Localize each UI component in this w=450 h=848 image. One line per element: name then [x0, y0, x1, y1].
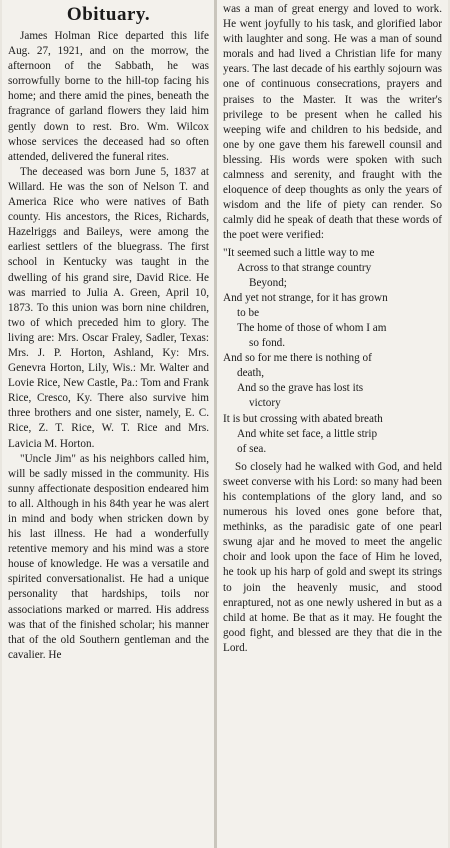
poem-line: And white set face, a little strip — [237, 427, 378, 440]
left-column — [2, 0, 214, 848]
poem-line: And yet not strange, for it has grown — [223, 291, 388, 304]
poem-line: to be — [237, 306, 260, 319]
paragraph-burial: James Holman Rice departed this life Aug. 27, 1921, and on the morrow, the afternoon of the Sabbath, he was sorrowfully borne to the hill-top facing his home; and there amid the pines, beneath the fragrance of garland flowers they laid him gently down to rest. Bro. Wm. Wilcox whose services the deceased had so often attended, delivered the funeral rites. — [8, 30, 209, 163]
poem-line: of sea. — [237, 442, 267, 455]
poem-line: Beyond; — [249, 276, 287, 289]
poem-line: And so for me there is nothing of — [223, 352, 372, 365]
paragraph-biography: The deceased was born June 5, 1837 at Willard. He was the son of Nelson T. and America Rice who were natives of Bath county. His ancestors, the Rices, Richards, Hazelriggs and Baileys, were among the earliest settlers of the bluegrass. The first school in Kentucky was taught in the dwelling of his grand sire, David Rice. He was married to Julia A. Green, April 10, 1873. To this union was born nine children, two of which preceded him to glory. The living are: Mrs. Oscar Fraley, Sadler, Texas: Mrs. J. P. Horton, Ashland, Ky: Mrs. Genevra Horton, Lily, Wis.: Mr. Walter and Lovie Rice, New Castle, Pa.: Tom and Frank Rice, Cresco, Ky. There also survive him three brothers and one sister, namely, E. C. Rice, Z. T. Rice, W. T. Rice and Mrs. Lavicia M. Horton. — [8, 165, 209, 450]
obituary-title: Obituary. — [66, 4, 151, 25]
paragraph-character-continued: was a man of great energy and loved to work. He went joyfully to his task, and glorified labor with laughter and song. He was a man of sound morals and had lived a Christian life for many years. The last decade of his earthly sojourn was one of continuous consecrations, prayers and praises to the Master. It was the writer's privilege to be present when he called his weeping wife and children to his bedside, and one by one gave them his farewell counsil and blessing. His words were spoken with such calmness and serenity, and fraught with the eloquence of deep thoughts as only the years of wisdom and the life of piety can render. So calmly did he speak of death that these words of the poet were verified: — [223, 3, 442, 242]
poem-line: And so the grave has lost its — [237, 382, 364, 395]
poem — [223, 246, 442, 457]
right-column — [217, 0, 448, 848]
poem-line: The home of those of whom I am — [237, 321, 387, 334]
poem-line: "It seemed such a little way to me — [223, 246, 375, 259]
paragraph-character: "Uncle Jim" as his neighbors called him, will be sadly missed in the community. His sunny affectionate desposition endeared him to all. Although in his 84th year he was alert in mind and body when stricken down by his last illness. He had a wonderfully retentive memory and his mind was a store house of knowledge. He was a versatile and spirited conversationalist. He had a unique personality that hardships, toils nor associations marked or marred. His address was that of the finished scholar; his manner that of the old Southern gentleman and the cavalier. He — [8, 452, 209, 661]
poem-line: Across to that strange country — [237, 261, 372, 274]
poem-line: It is but crossing with abated breath — [223, 412, 383, 425]
poem-line: victory — [249, 397, 281, 410]
paragraph-closing: So closely had he walked with God, and held sweet converse with his Lord: so many had been his contemplations of the glory land, and so numerous his loved ones gone before that, methinks, as the paradisic gate of one pearl swung ajar and he moved to meet the angelic choir and look upon the face of Him he loved, he took up his harp of gold and swept its strings to join the heavenly music, and stood enraptured, not as one newly ushered in but as a child at home. Be that as it may. He fought the good fight, and blessed are they that die in the Lord. — [223, 460, 442, 654]
poem-line: death, — [237, 367, 265, 380]
poem-line: so fond. — [249, 337, 286, 350]
